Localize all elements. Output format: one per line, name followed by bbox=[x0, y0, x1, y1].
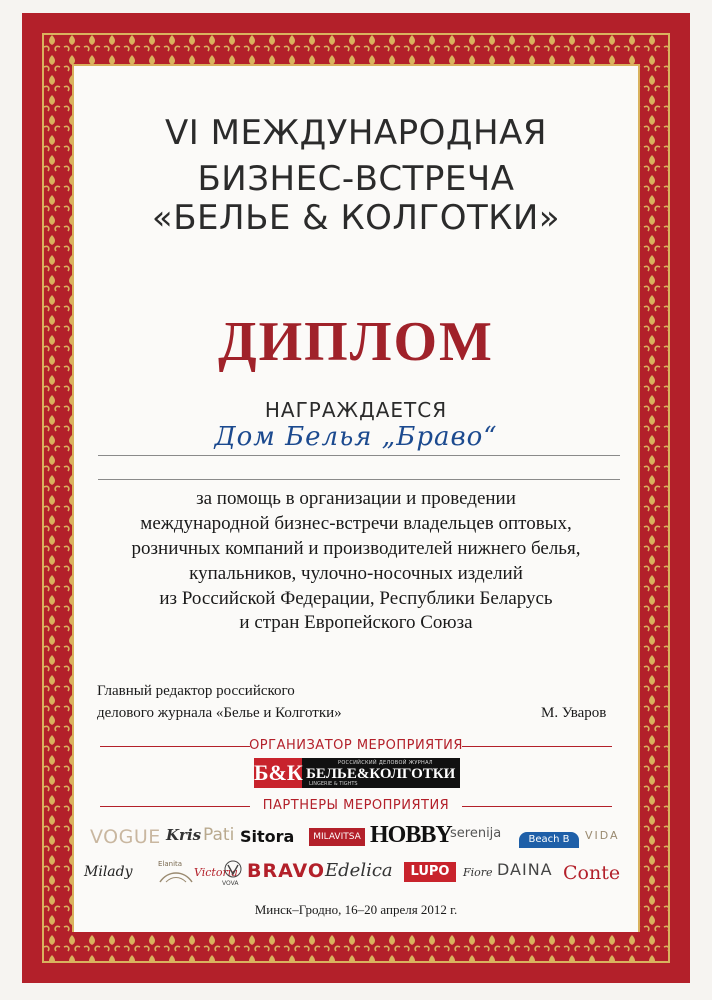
partner-logo-vova-emblem bbox=[224, 860, 242, 878]
partner-logo-edelica: Edelica bbox=[325, 860, 393, 881]
event-title-line-2: БИЗНЕС-ВСТРЕЧА bbox=[197, 159, 515, 199]
partner-logo-vova-text: VOVA bbox=[222, 880, 239, 887]
editor-title-line-1: Главный редактор российского bbox=[97, 683, 295, 699]
organizer-logo-top-text: РОССИЙСКИЙ ДЕЛОВОЙ ЖУРНАЛ bbox=[338, 760, 433, 766]
partner-logo-elanita-emblem bbox=[158, 868, 194, 886]
organizer-heading: ОРГАНИЗАТОР МЕРОПРИЯТИЯ bbox=[249, 738, 463, 753]
event-title-line-1: VI МЕЖДУНАРОДНАЯ bbox=[165, 113, 547, 153]
reason-line-2: международной бизнес-встречи владельцев оптовых, bbox=[140, 513, 572, 534]
partners-heading: ПАРТНЕРЫ МЕРОПРИЯТИЯ bbox=[262, 798, 450, 813]
reason-line-3: розничных компаний и производителей нижнего белья, bbox=[131, 538, 581, 559]
editor-title-line-2: делового журнала «Белье и Колготки» bbox=[97, 705, 342, 721]
partner-logo-lupo: LUPO bbox=[404, 862, 456, 882]
partner-logo-daina: DAINA bbox=[497, 860, 553, 879]
diploma-heading: ДИПЛОМ bbox=[218, 311, 494, 373]
partner-logo-hobby: HOBBY bbox=[370, 822, 452, 848]
reason-line-5: из Российской Федерации, Республики Беларусь bbox=[159, 588, 553, 609]
partner-logo-kris: Kris bbox=[166, 826, 202, 844]
event-location-date: Минск–Гродно, 16–20 апреля 2012 г. bbox=[254, 902, 458, 917]
partner-logo-vida: VIDA bbox=[585, 829, 620, 842]
event-title-line-3: «БЕЛЬЕ & КОЛГОТКИ» bbox=[151, 198, 561, 238]
reason-line-4: купальников, чулочно-носочных изделий bbox=[189, 563, 523, 584]
partner-logo-fiore: Fiore bbox=[463, 866, 493, 879]
recipient-name: Дом Белья „Браво“ bbox=[214, 422, 498, 452]
partner-logo-beach-b: Beach B bbox=[519, 832, 579, 848]
partner-logo-pati: Pati bbox=[203, 825, 235, 845]
partner-logo-bravo: BRAVO bbox=[247, 860, 326, 882]
recipient-line-1 bbox=[98, 455, 620, 456]
reason-line-1: за помощь в организации и проведении bbox=[196, 488, 516, 509]
partner-logo-milady: Milady bbox=[84, 864, 133, 880]
organizer-logo bbox=[254, 758, 460, 788]
signer-name: М. Уваров bbox=[541, 705, 607, 721]
organizer-logo-bottom-text: LINGERIE & TIGHTS bbox=[309, 781, 358, 787]
partner-logo-vogue: VOGUE bbox=[90, 826, 161, 848]
reason-line-6: и стран Европейского Союза bbox=[239, 612, 473, 633]
partner-logo-victoria: Victoria bbox=[194, 866, 238, 879]
partner-logo-elanita: Elanita bbox=[158, 860, 183, 868]
partner-logo-serenija: serenija bbox=[450, 826, 502, 841]
recipient-line-2 bbox=[98, 479, 620, 480]
organizer-logo-name: БЕЛЬЕ&КОЛГОТКИ bbox=[306, 766, 456, 782]
partner-logo-conte: Conte bbox=[563, 862, 621, 884]
awarded-label: НАГРАЖДАЕТСЯ bbox=[264, 398, 448, 422]
organizer-logo-mark: Б&К bbox=[254, 758, 302, 788]
partner-logo-milavitsa: MILAVITSA bbox=[309, 828, 365, 846]
partner-logo-sitora: Sitora bbox=[240, 827, 295, 846]
